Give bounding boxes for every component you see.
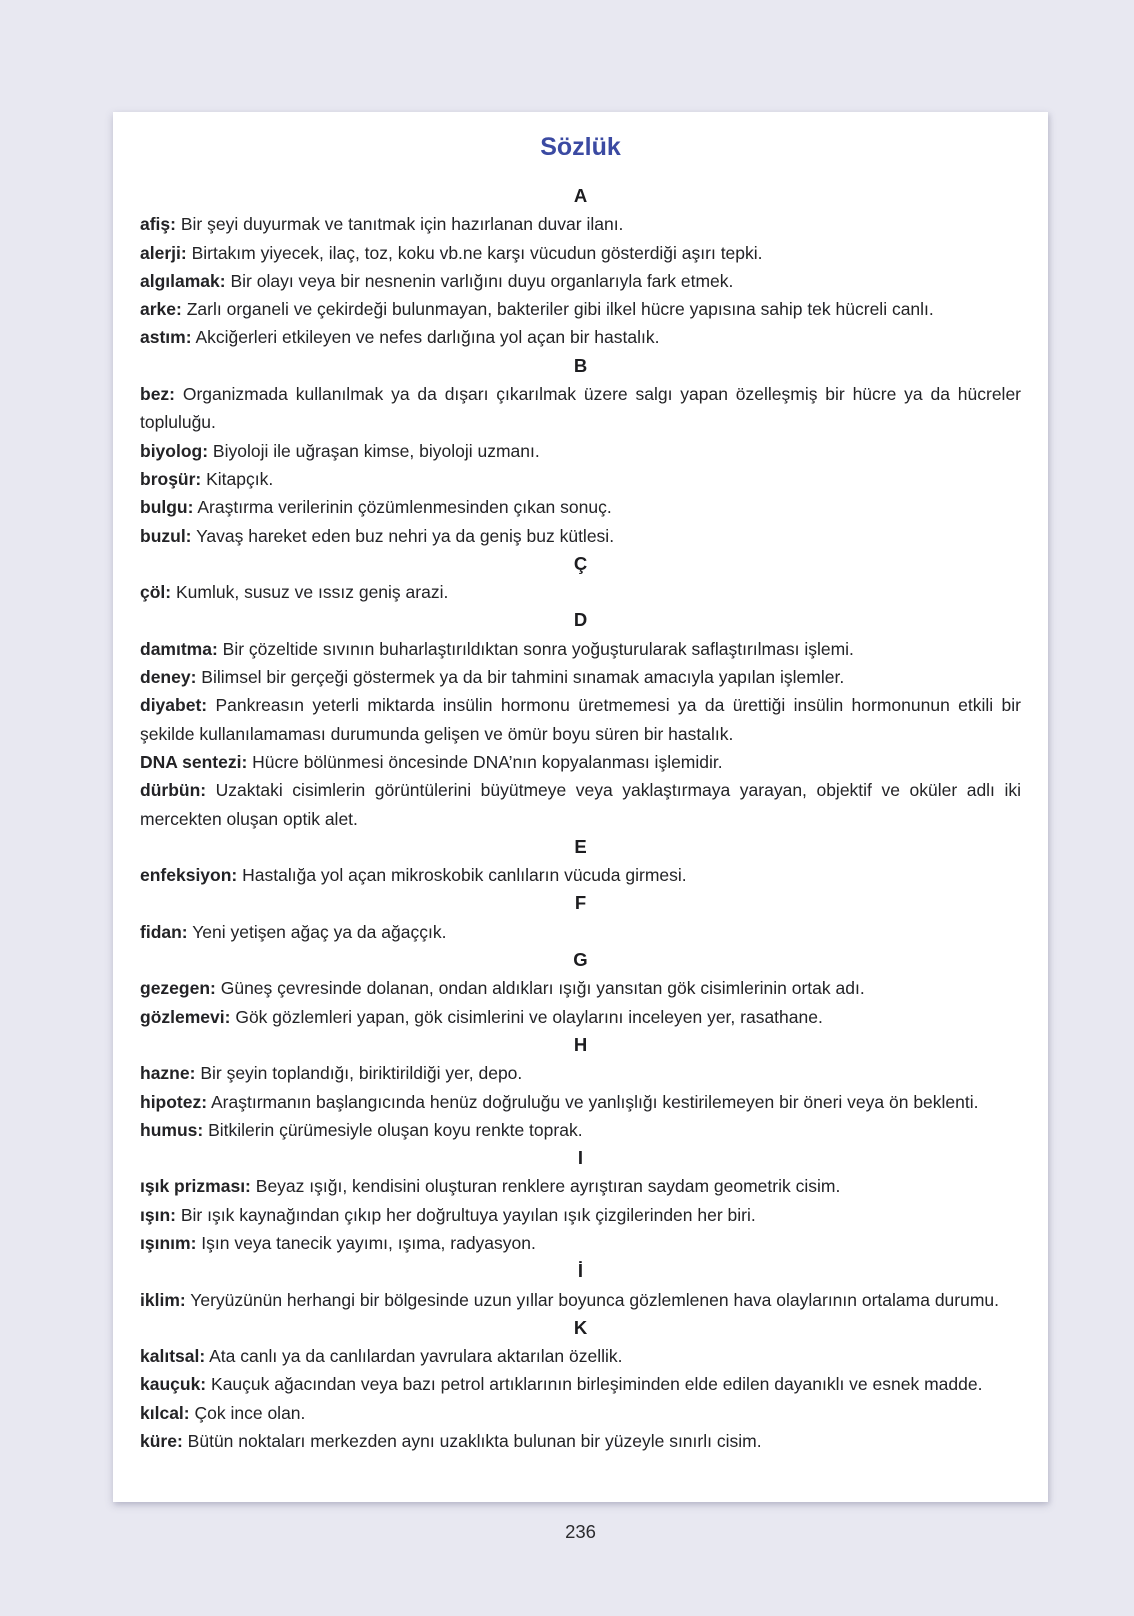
entry-term: deney: — [140, 667, 197, 688]
section-letter: İ — [577, 1260, 584, 1282]
entry-term: biyolog: — [140, 440, 209, 461]
entry-term: ışınım: — [140, 1232, 197, 1253]
book-page — [113, 112, 1048, 1502]
page-number: 236 — [565, 1521, 596, 1542]
entry-definition: Bir çözeltide sıvının buharlaştırıldıktan sonra yoğuşturularak saflaştırılması işlemi. — [222, 638, 854, 659]
entry-term: alerji: — [140, 242, 187, 263]
entry-term: çöl: — [140, 582, 172, 603]
entry-definition: Kumluk, susuz ve ıssız geniş arazi. — [176, 582, 449, 603]
entry-definition: Bütün noktaları merkezden aynı uzaklıkta bulunan bir yüzeyle sınırlı cisim. — [187, 1431, 762, 1452]
glossary-entry — [140, 1399, 1021, 1427]
entry-definition: Güneş çevresinde dolanan, ondan aldıkları ışığı yansıtan gök cisimlerinin ortak adı. — [220, 978, 865, 999]
entry-term: dürbün: — [140, 780, 207, 801]
section-letter: E — [574, 835, 587, 857]
glossary-entry — [140, 776, 1021, 833]
glossary-entry — [140, 210, 1021, 238]
entry-definition: Pankreasın yeterli miktarda insülin hormonu üretmemesi ya da ürettiği insülin hormonunun etkili bir şekilde kullanılamaması durumunda gelişen ve ömür boyu süren bir hastalık. — [140, 695, 1021, 744]
entry-definition: Araştırma verilerinin çözümlenmesinden çıkan sonuç. — [197, 497, 612, 518]
entry-term: algılamak: — [140, 270, 226, 291]
glossary-entry — [140, 465, 1021, 493]
entry-definition: Hücre bölünmesi öncesinde DNA’nın kopyalanması işlemidir. — [252, 751, 723, 772]
entry-term: diyabet: — [140, 695, 208, 716]
glossary-entry — [140, 1427, 1021, 1455]
glossary-entry — [140, 861, 1021, 889]
glossary-entry — [140, 267, 1021, 295]
entry-term: fidan: — [140, 921, 188, 942]
entry-term: ışın: — [140, 1204, 176, 1225]
section-letter: G — [573, 949, 588, 971]
glossary-entry — [140, 1370, 1021, 1398]
entry-term: hazne: — [140, 1063, 196, 1084]
glossary-entry — [140, 918, 1021, 946]
glossary-entry — [140, 691, 1021, 748]
page-title: Sözlük — [540, 133, 621, 161]
glossary-entry — [140, 1003, 1021, 1031]
glossary-entry — [140, 578, 1021, 606]
entry-term: enfeksiyon: — [140, 865, 238, 886]
glossary-entry — [140, 522, 1021, 550]
glossary-entry — [140, 1286, 1021, 1314]
glossary-entry — [140, 1088, 1021, 1116]
section-letter: A — [573, 185, 588, 206]
glossary-entry — [140, 1342, 1021, 1370]
entry-definition: Çok ince olan. — [194, 1402, 306, 1423]
entry-term: arke: — [140, 299, 182, 320]
glossary-entry — [140, 323, 1021, 351]
section-letter: D — [573, 609, 588, 631]
glossary-entry — [140, 295, 1021, 323]
entry-term: buzul: — [140, 525, 192, 546]
entry-term: küre: — [140, 1431, 183, 1452]
glossary-entry — [140, 974, 1021, 1002]
entry-term: gezegen: — [140, 978, 216, 999]
entry-definition: Bir şeyin toplandığı, biriktirildiği yer, depo. — [200, 1063, 523, 1084]
entry-definition: Bitkilerin çürümesiyle oluşan koyu renkte toprak. — [208, 1119, 583, 1140]
glossary-entry — [140, 1059, 1021, 1087]
entry-definition: Yeni yetişen ağaç ya da ağaççık. — [192, 921, 447, 942]
entry-term: afiş: — [140, 214, 176, 235]
entry-definition: Işın veya tanecik yayımı, ışıma, radyasyon. — [201, 1232, 536, 1253]
entry-definition: Organizmada kullanılmak ya da dışarı çıkarılmak üzere salgı yapan özelleşmiş bir hücre ya da hücreler topluluğu. — [140, 384, 1022, 433]
entry-term: ışık prizması: — [140, 1176, 251, 1197]
glossary-entry — [140, 1172, 1021, 1200]
entry-term: kalıtsal: — [140, 1346, 206, 1367]
entry-term: iklim: — [140, 1289, 186, 1310]
glossary-entry — [140, 239, 1021, 267]
entry-definition: Beyaz ışığı, kendisini oluşturan renklere ayrıştıran saydam geometrik cisim. — [255, 1176, 841, 1197]
entry-definition: Bir ışık kaynağından çıkıp her doğrultuya yayılan ışık çizgilerinden her biri. — [180, 1204, 756, 1225]
entry-definition: Araştırmanın başlangıcında henüz doğruluğu ve yanlışlığı kestirilemeyen bir öneri veya ön beklenti. — [210, 1091, 979, 1112]
glossary-entry — [140, 1229, 1021, 1257]
entry-term: astım: — [140, 327, 192, 348]
entry-term: humus: — [140, 1119, 204, 1140]
entry-definition: Biyoloji ile uğraşan kimse, biyoloji uzmanı. — [212, 440, 540, 461]
entry-term: hipotez: — [140, 1091, 208, 1112]
section-letter: I — [577, 1147, 584, 1169]
entry-term: bez: — [140, 384, 175, 405]
glossary-entry — [140, 1201, 1021, 1229]
entry-definition: Ata canlı ya da canlılardan yavrulara aktarılan özellik. — [209, 1346, 623, 1367]
entry-definition: Kitapçık. — [206, 468, 274, 489]
entry-term: bulgu: — [140, 497, 194, 518]
entry-definition: Zarlı organeli ve çekirdeği bulunmayan, bakteriler gibi ilkel hücre yapısına sahip tek hücreli canlı. — [186, 299, 934, 320]
entry-term: damıtma: — [140, 638, 218, 659]
section-letter: K — [573, 1316, 588, 1338]
entry-term: broşür: — [140, 468, 202, 489]
section-letter: Ç — [573, 552, 588, 574]
glossary-entry — [140, 1116, 1021, 1144]
entry-definition: Bir olayı veya bir nesnenin varlığını duyu organlarıyla fark etmek. — [230, 270, 734, 291]
entry-definition: Bir şeyi duyurmak ve tanıtmak için hazırlanan duvar ilanı. — [180, 214, 624, 235]
glossary-entry — [140, 437, 1021, 465]
entry-term: DNA sentezi: — [140, 751, 248, 772]
entry-definition: Akciğerleri etkileyen ve nefes darlığına yol açan bir hastalık. — [195, 327, 660, 348]
entry-term: kauçuk: — [140, 1374, 207, 1395]
section-letter: F — [574, 892, 587, 914]
entry-definition: Kauçuk ağacından veya bazı petrol artıklarının birleşiminden elde edilen dayanıklı ve esnek madde. — [211, 1374, 983, 1395]
section-letter: B — [573, 354, 588, 376]
entry-definition: Yavaş hareket eden buz nehri ya da geniş buz kütlesi. — [196, 525, 615, 546]
entry-definition: Bilimsel bir gerçeği göstermek ya da bir tahmini sınamak amacıyla yapılan işlemler. — [201, 667, 845, 688]
entry-definition: Yeryüzünün herhangi bir bölgesinde uzun yıllar boyunca gözlemlenen hava olaylarının ortalama durumu. — [190, 1289, 1000, 1310]
entry-definition: Hastalığa yol açan mikroskobik canlıların vücuda girmesi. — [242, 865, 687, 886]
entry-definition: Birtakım yiyecek, ilaç, toz, koku vb.ne karşı vücudun gösterdiği aşırı tepki. — [191, 242, 763, 263]
glossary-entry — [140, 493, 1021, 521]
glossary — [140, 182, 1021, 1455]
entry-term: gözlemevi: — [140, 1006, 231, 1027]
entry-term: kılcal: — [140, 1402, 190, 1423]
entry-definition: Uzaktaki cisimlerin görüntülerini büyütmeye veya yaklaştırmaya yarayan, objektif ve oküler adlı iki mercekten oluşan optik alet. — [140, 780, 1021, 829]
glossary-entry — [140, 380, 1021, 437]
section-letter: H — [573, 1033, 588, 1055]
entry-definition: Gök gözlemleri yapan, gök cisimlerini ve olaylarını inceleyen yer, rasathane. — [235, 1006, 823, 1027]
glossary-entry — [140, 635, 1021, 663]
glossary-entry — [140, 748, 1021, 776]
glossary-entry — [140, 663, 1021, 691]
